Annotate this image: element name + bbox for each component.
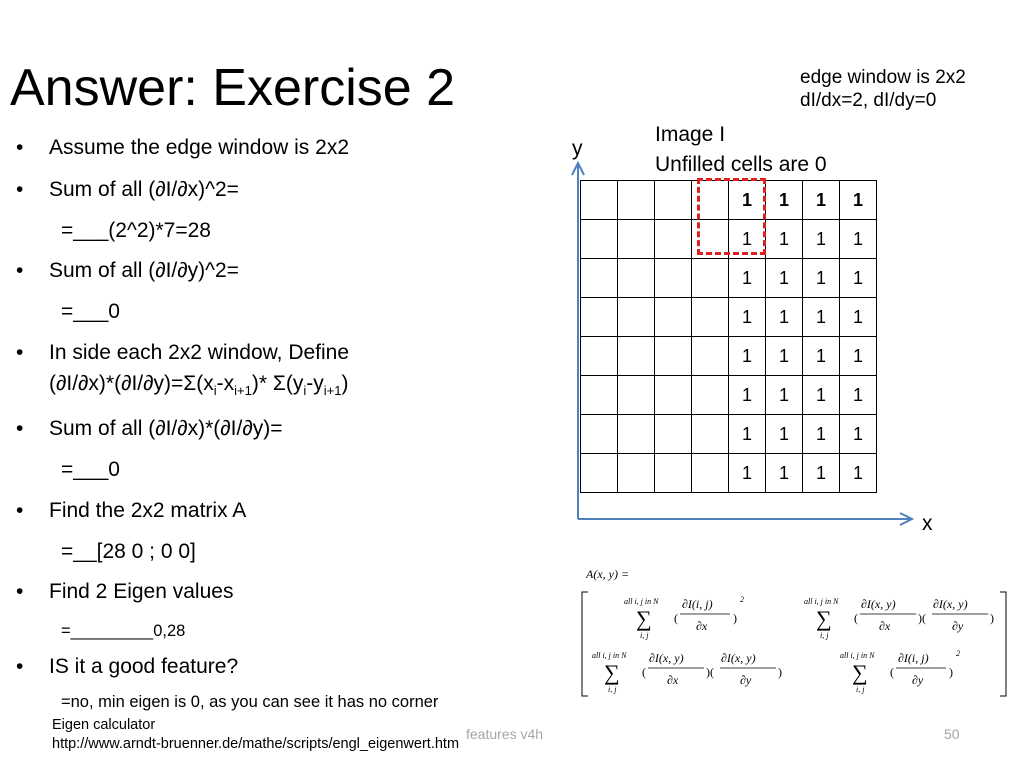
grid-cell — [581, 454, 618, 493]
page-number: 50 — [944, 726, 960, 742]
svg-text:): ) — [778, 665, 782, 679]
grid-cell — [581, 181, 618, 220]
grid-cell — [692, 415, 729, 454]
grid-cell — [655, 454, 692, 493]
grid-cell: 1 — [840, 259, 877, 298]
svg-text:∂y: ∂y — [740, 673, 752, 687]
answer-line: =no, min eigen is 0, as you can see it has no corner — [61, 693, 439, 711]
grid-cell — [655, 376, 692, 415]
grid-cell — [692, 337, 729, 376]
y-axis-label: y — [572, 137, 583, 160]
grid-cell: 1 — [766, 415, 803, 454]
grid-row — [581, 454, 877, 493]
grid-cell — [581, 220, 618, 259]
grid-cell — [581, 259, 618, 298]
grid-cell: 1 — [729, 298, 766, 337]
svg-text:i, j: i, j — [640, 631, 649, 640]
svg-text:(: ( — [674, 611, 678, 625]
eigen-calculator — [52, 716, 459, 754]
bullet-dot-icon: • — [16, 178, 24, 201]
formula-entry-22 — [840, 649, 960, 694]
grid-cell: 1 — [803, 298, 840, 337]
grid-cell: 1 — [729, 454, 766, 493]
grid-cell: 1 — [766, 259, 803, 298]
svg-text:∑: ∑ — [604, 660, 620, 685]
answer-line: =_________0,28 — [61, 622, 186, 640]
svg-text:)(: )( — [706, 665, 714, 679]
grid-cell — [692, 454, 729, 493]
svg-text:all i, j in N: all i, j in N — [804, 597, 839, 606]
eigen-calculator-url[interactable]: http://www.arndt-bruenner.de/mathe/scripts/engl_eigenwert.htm — [52, 736, 460, 752]
grid-cell — [618, 259, 655, 298]
svg-text:∑: ∑ — [636, 606, 652, 631]
grid-cell: 1 — [766, 220, 803, 259]
grid-cell: 1 — [766, 454, 803, 493]
formula-entry-21 — [592, 651, 782, 694]
svg-text:): ) — [733, 611, 737, 625]
grid-cell: 1 — [729, 415, 766, 454]
grid-cell — [618, 220, 655, 259]
grid-cell — [618, 298, 655, 337]
svg-text:2: 2 — [956, 649, 960, 658]
image-note: Image I Unfilled cells are 0 — [655, 123, 827, 176]
svg-text:all i, j in N: all i, j in N — [624, 597, 659, 606]
svg-text:2: 2 — [740, 595, 744, 604]
grid-cell — [655, 220, 692, 259]
svg-text:∂x: ∂x — [696, 619, 708, 633]
svg-text:i, j: i, j — [608, 685, 617, 694]
svg-text:∂I(x, y): ∂I(x, y) — [933, 597, 968, 611]
bullet-dot-icon: • — [16, 136, 24, 159]
bullet-dot-icon: • — [16, 655, 24, 678]
grid-cell — [618, 376, 655, 415]
grid-cell — [618, 337, 655, 376]
grid-cell: 1 — [766, 337, 803, 376]
eigen-calculator-label: Eigen calculator — [52, 717, 156, 733]
bullet-dot-icon: • — [16, 499, 24, 522]
grid-cell: 1 — [840, 220, 877, 259]
grid-cell: 1 — [840, 298, 877, 337]
svg-text:∂I(i, j): ∂I(i, j) — [898, 651, 929, 665]
grid-row — [581, 376, 877, 415]
grid-cell — [618, 454, 655, 493]
svg-text:)(: )( — [918, 611, 926, 625]
grid-cell — [692, 298, 729, 337]
grid-cell: 1 — [840, 376, 877, 415]
grid-cell: 1 — [729, 259, 766, 298]
grid-cell: 1 — [803, 415, 840, 454]
structure-tensor-formula — [578, 562, 1018, 702]
grid-cell — [581, 337, 618, 376]
svg-text:∂I(x, y): ∂I(x, y) — [861, 597, 896, 611]
grid-cell — [655, 259, 692, 298]
bullet-dot-icon: • — [16, 259, 24, 282]
grid-cell — [581, 376, 618, 415]
grid-cell: 1 — [840, 337, 877, 376]
grid-row — [581, 337, 877, 376]
formula-lhs: A(x, y) = — [586, 567, 630, 581]
svg-text:(: ( — [642, 665, 646, 679]
grid-cell: 1 — [840, 181, 877, 220]
svg-text:∂y: ∂y — [912, 673, 924, 687]
svg-text:all i, j in N: all i, j in N — [840, 651, 875, 660]
grid-cell: 1 — [766, 298, 803, 337]
svg-text:∂y: ∂y — [952, 619, 964, 633]
footer-title: features v4h — [466, 726, 544, 742]
answer-line: =__[28 0 ; 0 0] — [61, 540, 196, 563]
x-axis-label: x — [922, 512, 933, 535]
grid-cell: 1 — [803, 220, 840, 259]
grid-cell: 1 — [840, 415, 877, 454]
grid-cell: 1 — [803, 376, 840, 415]
edge-window-highlight — [697, 178, 766, 255]
grid-cell — [581, 415, 618, 454]
grid-cell: 1 — [803, 181, 840, 220]
grid-cell: 1 — [803, 454, 840, 493]
svg-text:∑: ∑ — [816, 606, 832, 631]
grid-cell — [692, 376, 729, 415]
grid-row — [581, 259, 877, 298]
slide-title: Answer: Exercise 2 — [10, 59, 456, 117]
grid-row — [581, 415, 877, 454]
svg-text:∂I(x, y): ∂I(x, y) — [721, 651, 756, 665]
svg-text:all i, j in N: all i, j in N — [592, 651, 627, 660]
answer-line: =___0 — [61, 458, 120, 481]
svg-text:∂I(x, y): ∂I(x, y) — [649, 651, 684, 665]
grid-cell: 1 — [729, 181, 766, 220]
svg-text:(: ( — [890, 665, 894, 679]
svg-text:∂x: ∂x — [879, 619, 891, 633]
svg-text:i, j: i, j — [856, 685, 865, 694]
grid-cell: 1 — [766, 181, 803, 220]
grid-cell — [655, 415, 692, 454]
grid-cell: 1 — [729, 337, 766, 376]
svg-text:(: ( — [854, 611, 858, 625]
bullet-dot-icon: • — [16, 341, 24, 364]
bullet-dot-icon: • — [16, 580, 24, 603]
edge-window-note: edge window is 2x2 dI/dx=2, dI/dy=0 — [800, 67, 966, 111]
bullet-dot-icon: • — [16, 417, 24, 440]
svg-text:i, j: i, j — [820, 631, 829, 640]
grid-cell: 1 — [766, 376, 803, 415]
formula-entry-11 — [624, 595, 744, 640]
answer-line: =___(2^2)*7=28 — [61, 219, 211, 242]
grid-cell: 1 — [729, 376, 766, 415]
grid-cell: 1 — [729, 220, 766, 259]
answer-line: =___0 — [61, 300, 120, 323]
svg-text:∂I(i, j): ∂I(i, j) — [682, 597, 713, 611]
grid-cell — [655, 337, 692, 376]
svg-text:): ) — [949, 665, 953, 679]
grid-cell — [692, 259, 729, 298]
grid-cell — [581, 298, 618, 337]
grid-cell: 1 — [803, 337, 840, 376]
grid-row — [581, 298, 877, 337]
grid-cell — [655, 181, 692, 220]
grid-cell: 1 — [803, 259, 840, 298]
grid-cell — [618, 181, 655, 220]
grid-cell: 1 — [840, 454, 877, 493]
formula-entry-12 — [804, 597, 994, 640]
svg-text:∂x: ∂x — [667, 673, 679, 687]
grid-cell — [618, 415, 655, 454]
grid-cell — [655, 298, 692, 337]
svg-text:): ) — [990, 611, 994, 625]
svg-text:∑: ∑ — [852, 660, 868, 685]
